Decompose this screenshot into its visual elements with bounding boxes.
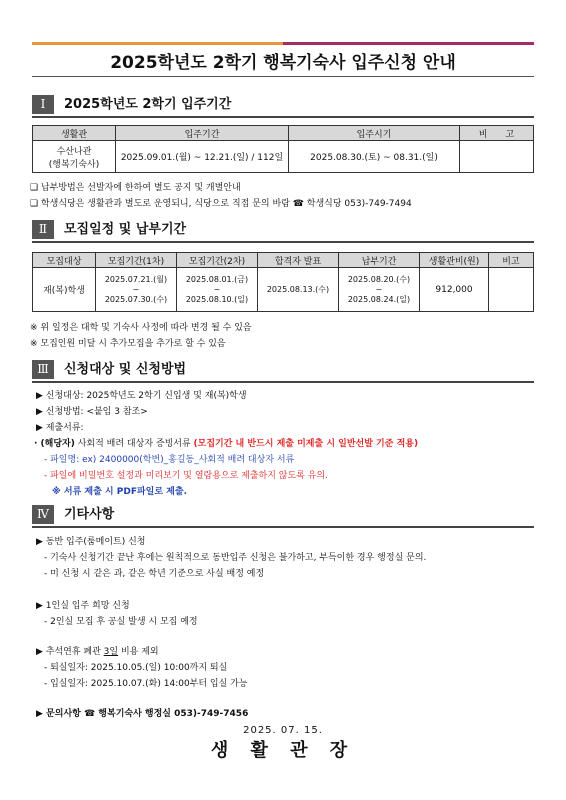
move-in-period-table — [32, 125, 534, 173]
table-cell-note — [489, 268, 534, 312]
pdf-notice: ※ 서류 제출 시 PDF파일로 제출. — [52, 487, 187, 497]
table-cell-period1: 2025.07.21.(월) ~ 2025.07.30.(수) — [96, 268, 177, 312]
note-payment: ❑ 납부방법은 선발자에 한하여 별도 공지 및 개별안내 — [30, 183, 241, 193]
table-header: 모집기간(2차) — [177, 253, 258, 268]
section-number: Ⅳ — [32, 505, 54, 524]
contact-info: ▶ 문의사항 ☎ 행복기숙사 행정실 053)-749-7456 — [36, 709, 249, 719]
document-date: 2025. 07. 15. — [243, 725, 323, 736]
roommate-title: ▶ 동반 입주(룸메이트) 신청 — [36, 537, 146, 547]
table-header: 납부기간 — [339, 253, 420, 268]
table-cell-note — [460, 141, 534, 173]
single-room-title: ▶ 1인실 입주 희망 신청 — [36, 601, 130, 611]
apply-target: ▶ 신청대상: 2025학년도 2학기 신입생 및 재(복)학생 — [36, 391, 247, 401]
file-name-rule: - 파일명: ex) 2400000(학번)_홍길동_사회적 배려 대상자 서류 — [44, 455, 295, 465]
table-cell-hall: 수산나관 (행복기숙사) — [33, 141, 116, 173]
section-number: Ⅰ — [32, 95, 54, 114]
recruit-schedule-table — [32, 252, 534, 312]
table-cell-announce: 2025.08.13.(수) — [258, 268, 339, 312]
table-header: 입주기간 — [116, 126, 289, 141]
table-header: 생활관비(원) — [420, 253, 489, 268]
documents-detail: · (해당자) 사회적 배려 대상자 증빙서류 (모집기간 내 반드시 제출 미제출 시 일반선발 기준 적용) — [34, 439, 419, 449]
table-header: 모집대상 — [33, 253, 96, 268]
table-header: 입주시기 — [289, 126, 460, 141]
note-cafeteria: ❑ 학생식당은 생활관과 별도로 운영되니, 식당으로 직접 문의 바람 ☎ 학생식당 053)-749-7494 — [30, 199, 412, 209]
holiday-checkout: - 퇴실일자: 2025.10.05.(일) 10:00까지 퇴실 — [44, 663, 228, 673]
table-cell-payment: 2025.08.20.(수) ~ 2025.08.24.(일) — [339, 268, 420, 312]
top-accent-bar — [32, 42, 534, 45]
table-header: 생활관 — [33, 126, 116, 141]
file-password-warning: - 파일에 비밀번호 설정과 미리보기 및 열람용으로 제출하지 않도록 유의. — [44, 471, 328, 481]
holiday-checkin: - 입실일자: 2025.10.07.(화) 14:00부터 입실 가능 — [44, 679, 248, 689]
table-cell-period: 2025.09.01.(월) ~ 12.21.(일) / 112일 — [116, 141, 289, 173]
holiday-title: ▶ 추석연휴 폐관 3일 비용 제외 — [36, 647, 159, 657]
documents-title: ▶ 제출서류: — [36, 423, 84, 433]
table-header: 비고 — [489, 253, 534, 268]
table-header: 모집기간(1차) — [96, 253, 177, 268]
section-number: Ⅲ — [32, 360, 54, 379]
roommate-detail-1: - 기숙사 신청기간 끝난 후에는 원칙적으로 동반입주 신청은 불가하고, 부득이한 경우 행정실 문의. — [44, 553, 427, 563]
section-label: 2025학년도 2학기 입주기간 — [64, 97, 232, 112]
roommate-detail-2: - 미 신청 시 같은 과, 같은 학년 기준으로 사실 배정 예정 — [44, 569, 265, 579]
apply-method: ▶ 신청방법: <붙임 3 참조> — [36, 407, 148, 417]
title-underline — [32, 76, 534, 77]
section-number: Ⅱ — [32, 220, 54, 239]
note-schedule-change: ※ 위 일정은 대학 및 기숙사 사정에 따라 변경 될 수 있음 — [30, 323, 252, 333]
table-cell-movein: 2025.08.30.(토) ~ 08.31.(일) — [289, 141, 460, 173]
document-title: 2025학년도 2학기 행복기숙사 입주신청 안내 — [110, 53, 456, 73]
section-label: 기타사항 — [64, 507, 115, 522]
table-cell-period2: 2025.08.01.(금) ~ 2025.08.10.(일) — [177, 268, 258, 312]
note-additional-recruit: ※ 모집인원 미달 시 추가모집을 추가로 할 수 있음 — [30, 339, 226, 349]
table-header: 비 고 — [460, 126, 534, 141]
single-room-detail: - 2인실 모집 후 공실 발생 시 모집 예정 — [44, 617, 198, 627]
table-header: 합격자 발표 — [258, 253, 339, 268]
table-cell-fee: 912,000 — [420, 268, 489, 312]
section-label: 신청대상 및 신청방법 — [64, 362, 187, 377]
section-label: 모집일정 및 납부기간 — [64, 222, 187, 237]
table-cell-target: 재(복)학생 — [33, 268, 96, 312]
signature: 생 활 관 장 — [210, 740, 356, 761]
